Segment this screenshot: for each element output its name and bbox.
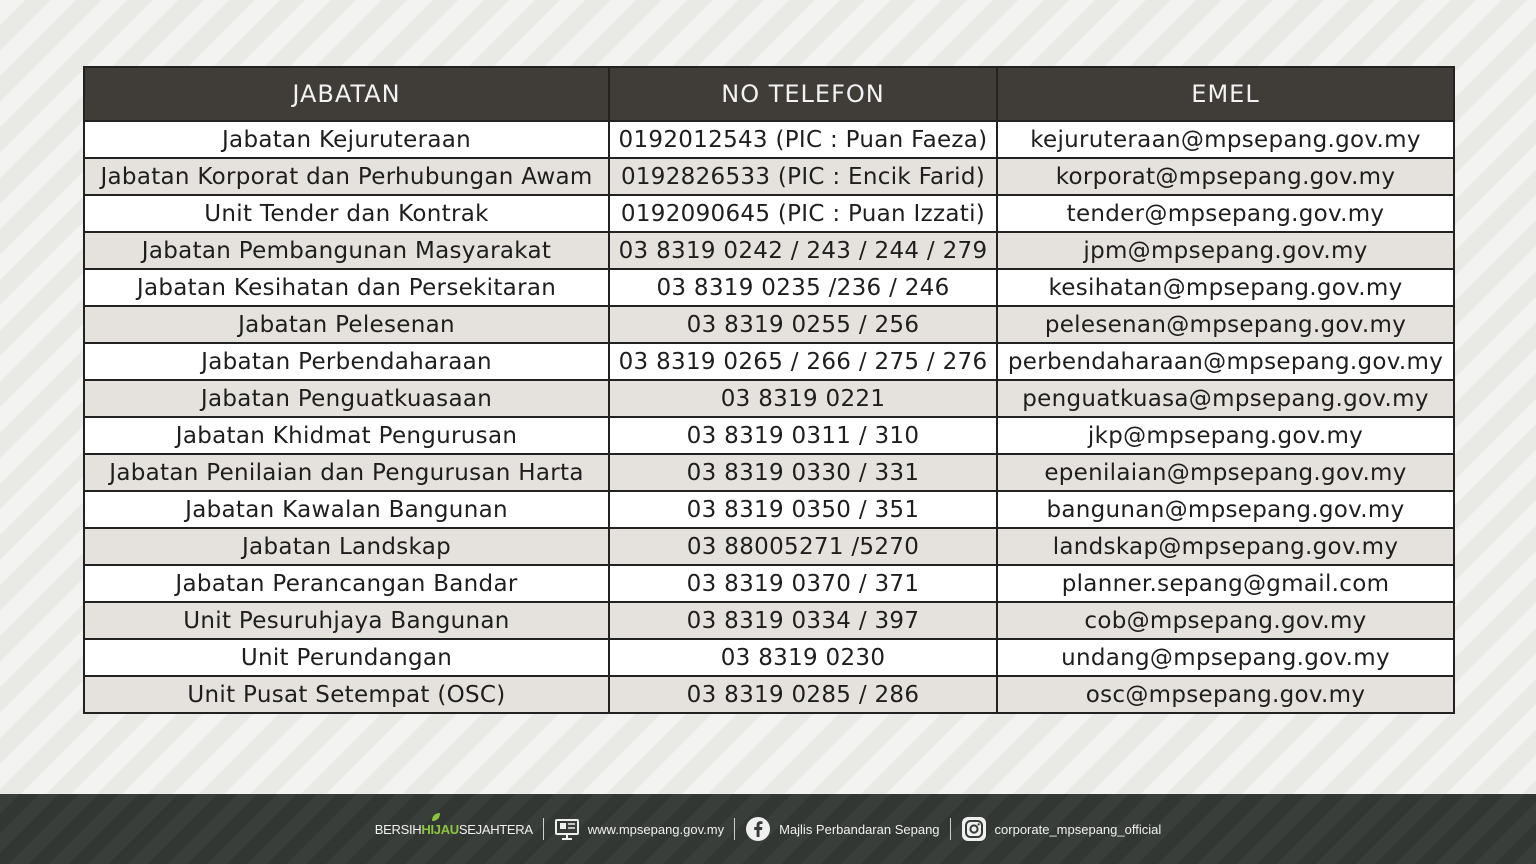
phone-cell: 03 8319 0230 — [609, 639, 997, 676]
footer-divider — [734, 818, 735, 840]
table-row — [84, 195, 1454, 232]
phone-cell: 03 8319 0334 / 397 — [609, 602, 997, 639]
department-cell: Unit Pesuruhjaya Bangunan — [84, 602, 609, 639]
table-row — [84, 528, 1454, 565]
leaf-icon — [431, 812, 441, 822]
table-row — [84, 121, 1454, 158]
department-cell: Jabatan Penilaian dan Pengurusan Harta — [84, 454, 609, 491]
department-cell: Jabatan Perancangan Bandar — [84, 565, 609, 602]
table-row — [84, 602, 1454, 639]
phone-cell: 03 8319 0350 / 351 — [609, 491, 997, 528]
table-row — [84, 232, 1454, 269]
footer-divider — [950, 818, 951, 840]
web-icon — [554, 816, 580, 842]
department-cell: Unit Pusat Setempat (OSC) — [84, 676, 609, 713]
website-link[interactable] — [554, 816, 724, 842]
table-row — [84, 158, 1454, 195]
brand-part-sejahtera: SEJAHTERA — [458, 821, 533, 837]
email-cell: undang@mpsepang.gov.my — [997, 639, 1454, 676]
department-cell: Unit Tender dan Kontrak — [84, 195, 609, 232]
facebook-link[interactable] — [745, 816, 939, 842]
phone-cell: 0192012543 (PIC : Puan Faeza) — [609, 121, 997, 158]
brand-logo — [375, 822, 533, 837]
header-emel: EMEL — [997, 67, 1454, 121]
instagram-text: corporate_mpsepang_official — [994, 821, 1162, 837]
email-cell: jpm@mpsepang.gov.my — [997, 232, 1454, 269]
table-row — [84, 343, 1454, 380]
header-jabatan: JABATAN — [84, 67, 609, 121]
email-cell: planner.sepang@gmail.com — [997, 565, 1454, 602]
header-no-telefon: NO TELEFON — [609, 67, 997, 121]
department-cell: Jabatan Korporat dan Perhubungan Awam — [84, 158, 609, 195]
table-row — [84, 306, 1454, 343]
email-cell: korporat@mpsepang.gov.my — [997, 158, 1454, 195]
department-cell: Unit Perundangan — [84, 639, 609, 676]
phone-cell: 03 88005271 /5270 — [609, 528, 997, 565]
table-row — [84, 380, 1454, 417]
header-row — [84, 67, 1454, 121]
contact-table — [83, 66, 1455, 714]
department-cell: Jabatan Landskap — [84, 528, 609, 565]
instagram-icon — [961, 816, 987, 842]
table-row — [84, 491, 1454, 528]
phone-cell: 03 8319 0265 / 266 / 275 / 276 — [609, 343, 997, 380]
email-cell: perbendaharaan@mpsepang.gov.my — [997, 343, 1454, 380]
department-cell: Jabatan Khidmat Pengurusan — [84, 417, 609, 454]
table-row — [84, 676, 1454, 713]
department-cell: Jabatan Pelesenan — [84, 306, 609, 343]
table-row — [84, 454, 1454, 491]
facebook-text: Majlis Perbandaran Sepang — [779, 821, 940, 837]
brand-part-hijau: HIJAU — [421, 821, 459, 837]
phone-cell: 03 8319 0255 / 256 — [609, 306, 997, 343]
table-body — [84, 121, 1454, 713]
table-row — [84, 417, 1454, 454]
email-cell: epenilaian@mpsepang.gov.my — [997, 454, 1454, 491]
phone-cell: 03 8319 0311 / 310 — [609, 417, 997, 454]
table-header — [84, 67, 1454, 121]
department-cell: Jabatan Kesihatan dan Persekitaran — [84, 269, 609, 306]
phone-cell: 0192826533 (PIC : Encik Farid) — [609, 158, 997, 195]
department-cell: Jabatan Pembangunan Masyarakat — [84, 232, 609, 269]
department-cell: Jabatan Perbendaharaan — [84, 343, 609, 380]
department-cell: Jabatan Kejuruteraan — [84, 121, 609, 158]
email-cell: landskap@mpsepang.gov.my — [997, 528, 1454, 565]
email-cell: cob@mpsepang.gov.my — [997, 602, 1454, 639]
instagram-link[interactable] — [961, 816, 1162, 842]
email-cell: kejuruteraan@mpsepang.gov.my — [997, 121, 1454, 158]
phone-cell: 03 8319 0242 / 243 / 244 / 279 — [609, 232, 997, 269]
website-text: www.mpsepang.gov.my — [587, 821, 725, 837]
table-row — [84, 269, 1454, 306]
email-cell: jkp@mpsepang.gov.my — [997, 417, 1454, 454]
phone-cell: 03 8319 0370 / 371 — [609, 565, 997, 602]
phone-cell: 0192090645 (PIC : Puan Izzati) — [609, 195, 997, 232]
footer-bar — [0, 794, 1536, 864]
table-row — [84, 639, 1454, 676]
phone-cell: 03 8319 0285 / 286 — [609, 676, 997, 713]
phone-cell: 03 8319 0235 /236 / 246 — [609, 269, 997, 306]
phone-cell: 03 8319 0330 / 331 — [609, 454, 997, 491]
department-cell: Jabatan Kawalan Bangunan — [84, 491, 609, 528]
email-cell: tender@mpsepang.gov.my — [997, 195, 1454, 232]
facebook-icon — [745, 816, 771, 842]
table-row — [84, 565, 1454, 602]
email-cell: osc@mpsepang.gov.my — [997, 676, 1454, 713]
email-cell: penguatkuasa@mpsepang.gov.my — [997, 380, 1454, 417]
email-cell: pelesenan@mpsepang.gov.my — [997, 306, 1454, 343]
brand-part-bersih: BERSIH — [374, 821, 422, 837]
email-cell: kesihatan@mpsepang.gov.my — [997, 269, 1454, 306]
email-cell: bangunan@mpsepang.gov.my — [997, 491, 1454, 528]
phone-cell: 03 8319 0221 — [609, 380, 997, 417]
footer-divider — [543, 818, 544, 840]
department-cell: Jabatan Penguatkuasaan — [84, 380, 609, 417]
